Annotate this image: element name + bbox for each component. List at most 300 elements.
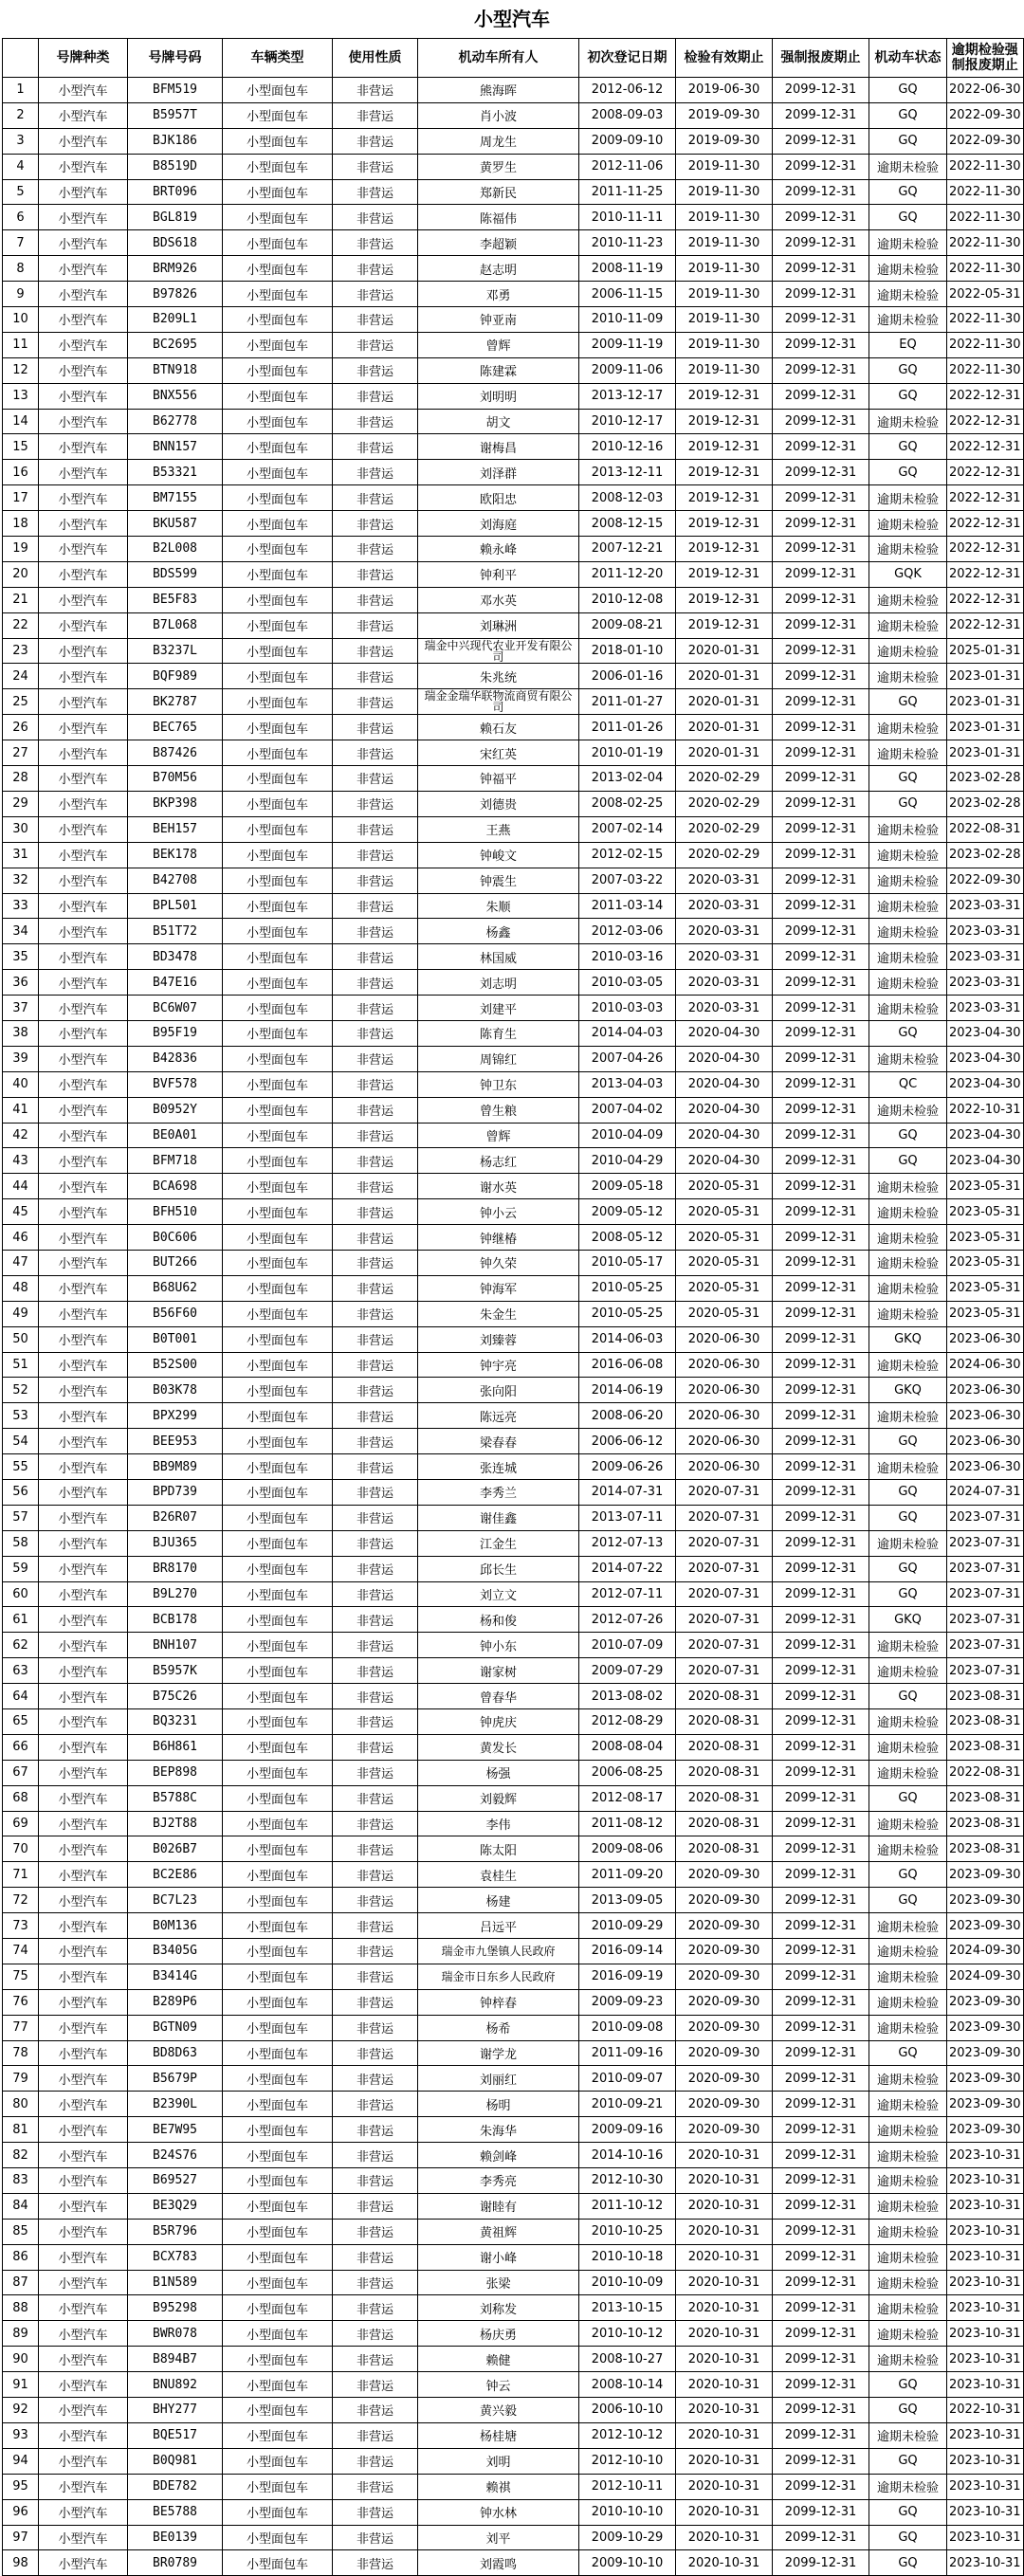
vehicle-status: GQ: [869, 1148, 947, 1174]
row-index: 96: [3, 2499, 39, 2525]
inspection-expiry: 2020-07-31: [676, 1556, 773, 1581]
overdue-scrap-date: 2023-03-31: [947, 970, 1024, 996]
use-nature: 非营运: [333, 791, 418, 816]
overdue-scrap-date: 2024-07-31: [947, 1479, 1024, 1505]
scrap-date: 2099-12-31: [773, 1454, 869, 1480]
overdue-scrap-date: 2023-10-31: [947, 2499, 1024, 2525]
scrap-date: 2099-12-31: [773, 2422, 869, 2448]
plate-number: B5R796: [128, 2219, 223, 2244]
vehicle-status: 逾期未检验: [869, 2168, 947, 2194]
inspection-expiry: 2020-10-31: [676, 2168, 773, 2194]
first-reg-date: 2010-10-10: [579, 2499, 676, 2525]
first-reg-date: 2012-08-17: [579, 1785, 676, 1811]
table-row: [3, 2270, 1024, 2295]
inspection-expiry: 2020-06-30: [676, 1378, 773, 1403]
table-row: [3, 2295, 1024, 2321]
first-reg-date: 2011-03-14: [579, 893, 676, 919]
header-index: [3, 39, 39, 78]
row-index: 54: [3, 1429, 39, 1454]
use-nature: 非营运: [333, 205, 418, 230]
table-row: [3, 1633, 1024, 1658]
table-row: [3, 2117, 1024, 2143]
vehicle-type: 小型面包车: [223, 638, 333, 664]
row-index: 5: [3, 179, 39, 205]
plate-type: 小型汽车: [39, 664, 128, 689]
table-row: [3, 2143, 1024, 2168]
vehicle-status: 逾期未检验: [869, 970, 947, 996]
inspection-expiry: 2020-03-31: [676, 944, 773, 970]
use-nature: 非营运: [333, 1811, 418, 1836]
row-index: 92: [3, 2398, 39, 2423]
use-nature: 非营运: [333, 1174, 418, 1199]
row-index: 89: [3, 2321, 39, 2347]
plate-number: BPX299: [128, 1403, 223, 1429]
first-reg-date: 2006-01-16: [579, 664, 676, 689]
use-nature: 非营运: [333, 2422, 418, 2448]
table-row: [3, 1225, 1024, 1251]
table-row: [3, 2550, 1024, 2576]
owner: 钟小东: [418, 1633, 579, 1658]
vehicle-type: 小型面包车: [223, 2499, 333, 2525]
vehicle-type: 小型面包车: [223, 1429, 333, 1454]
vehicle-type: 小型面包车: [223, 1505, 333, 1530]
plate-type: 小型汽车: [39, 1505, 128, 1530]
plate-number: B56F60: [128, 1301, 223, 1326]
first-reg-date: 2010-10-25: [579, 2219, 676, 2244]
scrap-date: 2099-12-31: [773, 282, 869, 307]
header-owner: 机动车所有人: [418, 39, 579, 78]
owner: 钟继椿: [418, 1225, 579, 1251]
row-index: 8: [3, 256, 39, 282]
first-reg-date: 2007-04-02: [579, 1097, 676, 1123]
first-reg-date: 2006-10-10: [579, 2398, 676, 2423]
owner: 邓勇: [418, 282, 579, 307]
overdue-scrap-date: 2022-11-30: [947, 307, 1024, 333]
table-row: [3, 282, 1024, 307]
inspection-expiry: 2020-01-31: [676, 740, 773, 766]
vehicle-status: GQ: [869, 205, 947, 230]
owner: 熊海晖: [418, 78, 579, 103]
vehicle-status: EQ: [869, 332, 947, 357]
scrap-date: 2099-12-31: [773, 2398, 869, 2423]
row-index: 44: [3, 1174, 39, 1199]
overdue-scrap-date: 2024-09-30: [947, 1964, 1024, 1989]
owner: 刘明: [418, 2448, 579, 2474]
inspection-expiry: 2020-06-30: [676, 1454, 773, 1480]
inspection-expiry: 2020-04-30: [676, 1097, 773, 1123]
vehicle-status: QC: [869, 1071, 947, 1097]
use-nature: 非营运: [333, 1250, 418, 1275]
scrap-date: 2099-12-31: [773, 1709, 869, 1735]
vehicle-status: GQ: [869, 1020, 947, 1046]
use-nature: 非营运: [333, 715, 418, 740]
vehicle-type: 小型面包车: [223, 1836, 333, 1862]
scrap-date: 2099-12-31: [773, 1429, 869, 1454]
vehicle-type: 小型面包车: [223, 1020, 333, 1046]
plate-type: 小型汽车: [39, 2295, 128, 2321]
plate-type: 小型汽车: [39, 2398, 128, 2423]
row-index: 72: [3, 1888, 39, 1913]
use-nature: 非营运: [333, 2066, 418, 2092]
overdue-scrap-date: 2023-04-30: [947, 1020, 1024, 1046]
inspection-expiry: 2020-10-31: [676, 2143, 773, 2168]
inspection-expiry: 2020-02-29: [676, 766, 773, 792]
plate-number: BKP398: [128, 791, 223, 816]
vehicle-type: 小型面包车: [223, 689, 333, 715]
row-index: 50: [3, 1326, 39, 1352]
plate-number: BGL819: [128, 205, 223, 230]
first-reg-date: 2013-02-04: [579, 766, 676, 792]
vehicle-status: 逾期未检验: [869, 1403, 947, 1429]
inspection-expiry: 2020-06-30: [676, 1352, 773, 1378]
vehicle-status: GQ: [869, 1888, 947, 1913]
owner: 陈福伟: [418, 205, 579, 230]
plate-number: B0C606: [128, 1225, 223, 1251]
row-index: 43: [3, 1148, 39, 1174]
inspection-expiry: 2020-09-30: [676, 1989, 773, 2015]
overdue-scrap-date: 2022-12-31: [947, 537, 1024, 562]
owner: 梁春春: [418, 1429, 579, 1454]
scrap-date: 2099-12-31: [773, 1530, 869, 1556]
first-reg-date: 2012-10-12: [579, 2422, 676, 2448]
first-reg-date: 2010-09-29: [579, 1913, 676, 1939]
use-nature: 非营运: [333, 1046, 418, 1071]
inspection-expiry: 2020-10-31: [676, 2448, 773, 2474]
first-reg-date: 2011-01-27: [579, 689, 676, 715]
overdue-scrap-date: 2022-09-30: [947, 128, 1024, 154]
plate-number: B6H861: [128, 1734, 223, 1760]
plate-type: 小型汽车: [39, 1658, 128, 1684]
row-index: 1: [3, 78, 39, 103]
first-reg-date: 2016-09-14: [579, 1939, 676, 1964]
inspection-expiry: 2020-09-30: [676, 1964, 773, 1989]
use-nature: 非营运: [333, 307, 418, 333]
inspection-expiry: 2020-05-31: [676, 1174, 773, 1199]
inspection-expiry: 2019-12-31: [676, 511, 773, 537]
scrap-date: 2099-12-31: [773, 2270, 869, 2295]
table-row: [3, 2193, 1024, 2219]
overdue-scrap-date: 2023-05-31: [947, 1250, 1024, 1275]
vehicle-status: 逾期未检验: [869, 1530, 947, 1556]
plate-type: 小型汽车: [39, 944, 128, 970]
owner: 朱海华: [418, 2117, 579, 2143]
row-index: 31: [3, 842, 39, 868]
use-nature: 非营运: [333, 1097, 418, 1123]
scrap-date: 2099-12-31: [773, 1989, 869, 2015]
row-index: 37: [3, 996, 39, 1021]
owner: 曾春华: [418, 1684, 579, 1709]
overdue-scrap-date: 2023-06-30: [947, 1326, 1024, 1352]
plate-type: 小型汽车: [39, 2347, 128, 2372]
plate-type: 小型汽车: [39, 1760, 128, 1785]
scrap-date: 2099-12-31: [773, 2295, 869, 2321]
first-reg-date: 2010-05-17: [579, 1250, 676, 1275]
table-row: [3, 1148, 1024, 1174]
scrap-date: 2099-12-31: [773, 612, 869, 638]
overdue-scrap-date: 2023-07-31: [947, 1607, 1024, 1633]
plate-number: BDE782: [128, 2474, 223, 2499]
overdue-scrap-date: 2023-03-31: [947, 893, 1024, 919]
vehicle-status: GQ: [869, 1123, 947, 1148]
use-nature: 非营运: [333, 332, 418, 357]
first-reg-date: 2012-02-15: [579, 842, 676, 868]
overdue-scrap-date: 2023-01-31: [947, 715, 1024, 740]
plate-type: 小型汽车: [39, 1174, 128, 1199]
vehicle-status: GQ: [869, 1785, 947, 1811]
vehicle-type: 小型面包车: [223, 1530, 333, 1556]
plate-type: 小型汽车: [39, 537, 128, 562]
scrap-date: 2099-12-31: [773, 664, 869, 689]
owner: 刘霞鸣: [418, 2550, 579, 2576]
owner: 刘志明: [418, 970, 579, 996]
first-reg-date: 2009-05-18: [579, 1174, 676, 1199]
row-index: 45: [3, 1199, 39, 1225]
inspection-expiry: 2020-05-31: [676, 1250, 773, 1275]
scrap-date: 2099-12-31: [773, 460, 869, 485]
row-index: 88: [3, 2295, 39, 2321]
table-row: [3, 460, 1024, 485]
vehicle-type: 小型面包车: [223, 2372, 333, 2398]
overdue-scrap-date: 2023-06-30: [947, 1454, 1024, 1480]
first-reg-date: 2012-08-29: [579, 1709, 676, 1735]
row-index: 39: [3, 1046, 39, 1071]
inspection-expiry: 2019-12-31: [676, 485, 773, 511]
plate-type: 小型汽车: [39, 1454, 128, 1480]
scrap-date: 2099-12-31: [773, 2015, 869, 2040]
plate-number: BPD739: [128, 1479, 223, 1505]
table-row: [3, 1275, 1024, 1301]
scrap-date: 2099-12-31: [773, 1658, 869, 1684]
plate-type: 小型汽车: [39, 1097, 128, 1123]
row-index: 13: [3, 383, 39, 409]
owner: 黄罗生: [418, 154, 579, 179]
header-plate-type: 号牌种类: [39, 39, 128, 78]
plate-type: 小型汽车: [39, 2372, 128, 2398]
vehicle-status: GQ: [869, 2499, 947, 2525]
table-row: [3, 715, 1024, 740]
inspection-expiry: 2019-12-31: [676, 612, 773, 638]
vehicle-status: 逾期未检验: [869, 230, 947, 256]
plate-type: 小型汽车: [39, 2015, 128, 2040]
scrap-date: 2099-12-31: [773, 1174, 869, 1199]
overdue-scrap-date: 2023-08-31: [947, 1709, 1024, 1735]
vehicle-type: 小型面包车: [223, 332, 333, 357]
owner: 欧阳忠: [418, 485, 579, 511]
inspection-expiry: 2019-11-30: [676, 154, 773, 179]
overdue-scrap-date: 2023-10-31: [947, 2347, 1024, 2372]
first-reg-date: 2006-08-25: [579, 1760, 676, 1785]
first-reg-date: 2009-09-23: [579, 1989, 676, 2015]
sheet-title: 小型汽车: [474, 8, 550, 30]
plate-type: 小型汽车: [39, 587, 128, 612]
owner: 郑新民: [418, 179, 579, 205]
vehicle-type: 小型面包车: [223, 1964, 333, 1989]
row-index: 69: [3, 1811, 39, 1836]
vehicle-type: 小型面包车: [223, 1275, 333, 1301]
use-nature: 非营运: [333, 842, 418, 868]
owner: 钟久荣: [418, 1250, 579, 1275]
vehicle-status: 逾期未检验: [869, 1734, 947, 1760]
plate-number: B87426: [128, 740, 223, 766]
plate-type: 小型汽车: [39, 2422, 128, 2448]
plate-number: B70M56: [128, 766, 223, 792]
table-row: [3, 2066, 1024, 2092]
scrap-date: 2099-12-31: [773, 1148, 869, 1174]
inspection-expiry: 2019-11-30: [676, 307, 773, 333]
plate-number: BE0139: [128, 2525, 223, 2550]
use-nature: 非营运: [333, 128, 418, 154]
scrap-date: 2099-12-31: [773, 1123, 869, 1148]
inspection-expiry: 2019-09-30: [676, 102, 773, 128]
owner: 钟虎庆: [418, 1709, 579, 1735]
first-reg-date: 2010-03-03: [579, 996, 676, 1021]
vehicle-type: 小型面包车: [223, 2168, 333, 2194]
scrap-date: 2099-12-31: [773, 205, 869, 230]
first-reg-date: 2010-10-09: [579, 2270, 676, 2295]
use-nature: 非营运: [333, 1836, 418, 1862]
row-index: 82: [3, 2143, 39, 2168]
table-row: [3, 154, 1024, 179]
header-vehicle-status: 机动车状态: [869, 39, 947, 78]
scrap-date: 2099-12-31: [773, 2550, 869, 2576]
plate-number: BC7L23: [128, 1888, 223, 1913]
owner: 黄祖辉: [418, 2219, 579, 2244]
table-row: [3, 1785, 1024, 1811]
inspection-expiry: 2020-09-30: [676, 2117, 773, 2143]
plate-type: 小型汽车: [39, 409, 128, 434]
overdue-scrap-date: 2023-10-31: [947, 2193, 1024, 2219]
scrap-date: 2099-12-31: [773, 1785, 869, 1811]
first-reg-date: 2010-03-05: [579, 970, 676, 996]
vehicle-type: 小型面包车: [223, 2066, 333, 2092]
plate-number: BQE517: [128, 2422, 223, 2448]
row-index: 66: [3, 1734, 39, 1760]
owner: 朱顺: [418, 893, 579, 919]
vehicle-type: 小型面包车: [223, 842, 333, 868]
plate-type: 小型汽车: [39, 740, 128, 766]
plate-type: 小型汽车: [39, 893, 128, 919]
overdue-scrap-date: 2023-04-30: [947, 1148, 1024, 1174]
overdue-scrap-date: 2023-09-30: [947, 2040, 1024, 2066]
scrap-date: 2099-12-31: [773, 102, 869, 128]
vehicle-type: 小型面包车: [223, 2040, 333, 2066]
row-index: 65: [3, 1709, 39, 1735]
vehicle-status: GKQ: [869, 1378, 947, 1403]
plate-type: 小型汽车: [39, 1429, 128, 1454]
first-reg-date: 2009-11-19: [579, 332, 676, 357]
owner: 谢学龙: [418, 2040, 579, 2066]
plate-type: 小型汽车: [39, 996, 128, 1021]
first-reg-date: 2010-12-08: [579, 587, 676, 612]
vehicle-status: GQ: [869, 383, 947, 409]
first-reg-date: 2013-07-11: [579, 1505, 676, 1530]
overdue-scrap-date: 2023-04-30: [947, 1046, 1024, 1071]
inspection-expiry: 2020-05-31: [676, 1275, 773, 1301]
plate-type: 小型汽车: [39, 919, 128, 944]
inspection-expiry: 2019-12-31: [676, 587, 773, 612]
plate-number: B8519D: [128, 154, 223, 179]
vehicle-type: 小型面包车: [223, 1225, 333, 1251]
plate-type: 小型汽车: [39, 357, 128, 383]
row-index: 90: [3, 2347, 39, 2372]
vehicle-status: 逾期未检验: [869, 638, 947, 664]
plate-type: 小型汽车: [39, 1913, 128, 1939]
inspection-expiry: 2020-03-31: [676, 893, 773, 919]
plate-number: B42708: [128, 868, 223, 893]
vehicle-status: GQ: [869, 1684, 947, 1709]
owner: 瑞金中兴现代农业开发有限公司: [418, 638, 579, 664]
table-row: [3, 383, 1024, 409]
plate-number: BKU587: [128, 511, 223, 537]
plate-type: 小型汽车: [39, 1148, 128, 1174]
row-index: 26: [3, 715, 39, 740]
vehicle-type: 小型面包车: [223, 434, 333, 460]
row-index: 16: [3, 460, 39, 485]
plate-type: 小型汽车: [39, 842, 128, 868]
plate-type: 小型汽车: [39, 1785, 128, 1811]
plate-number: B1N589: [128, 2270, 223, 2295]
overdue-scrap-date: 2022-12-31: [947, 587, 1024, 612]
overdue-scrap-date: 2022-09-30: [947, 868, 1024, 893]
first-reg-date: 2012-10-11: [579, 2474, 676, 2499]
vehicle-type: 小型面包车: [223, 2244, 333, 2270]
vehicle-status: 逾期未检验: [869, 2092, 947, 2117]
vehicle-status: 逾期未检验: [869, 256, 947, 282]
first-reg-date: 2008-10-27: [579, 2347, 676, 2372]
scrap-date: 2099-12-31: [773, 1505, 869, 1530]
vehicle-type: 小型面包车: [223, 460, 333, 485]
table-row: [3, 2040, 1024, 2066]
first-reg-date: 2009-07-29: [579, 1658, 676, 1684]
vehicle-status: 逾期未检验: [869, 511, 947, 537]
first-reg-date: 2010-09-07: [579, 2066, 676, 2092]
plate-type: 小型汽车: [39, 2040, 128, 2066]
vehicle-type: 小型面包车: [223, 1378, 333, 1403]
inspection-expiry: 2020-10-31: [676, 2499, 773, 2525]
overdue-scrap-date: 2023-07-31: [947, 1530, 1024, 1556]
vehicle-status: GQK: [869, 561, 947, 587]
plate-number: BCA698: [128, 1174, 223, 1199]
table-row: [3, 1709, 1024, 1735]
vehicle-status: 逾期未检验: [869, 1046, 947, 1071]
plate-type: 小型汽车: [39, 511, 128, 537]
plate-type: 小型汽车: [39, 2499, 128, 2525]
first-reg-date: 2014-06-03: [579, 1326, 676, 1352]
inspection-expiry: 2020-04-30: [676, 1020, 773, 1046]
first-reg-date: 2008-08-04: [579, 1734, 676, 1760]
use-nature: 非营运: [333, 78, 418, 103]
inspection-expiry: 2019-11-30: [676, 332, 773, 357]
first-reg-date: 2014-07-22: [579, 1556, 676, 1581]
overdue-scrap-date: 2023-06-30: [947, 1403, 1024, 1429]
inspection-expiry: 2020-10-31: [676, 2244, 773, 2270]
inspection-expiry: 2020-05-31: [676, 1199, 773, 1225]
owner: 刘泽群: [418, 460, 579, 485]
vehicle-status: 逾期未检验: [869, 1658, 947, 1684]
plate-type: 小型汽车: [39, 128, 128, 154]
scrap-date: 2099-12-31: [773, 409, 869, 434]
row-index: 33: [3, 893, 39, 919]
table-row: [3, 1939, 1024, 1964]
scrap-date: 2099-12-31: [773, 1020, 869, 1046]
table-row: [3, 1684, 1024, 1709]
table-row: [3, 1862, 1024, 1888]
vehicle-type: 小型面包车: [223, 1097, 333, 1123]
use-nature: 非营运: [333, 1734, 418, 1760]
row-index: 53: [3, 1403, 39, 1429]
vehicle-status: GQ: [869, 434, 947, 460]
table-row: [3, 2347, 1024, 2372]
